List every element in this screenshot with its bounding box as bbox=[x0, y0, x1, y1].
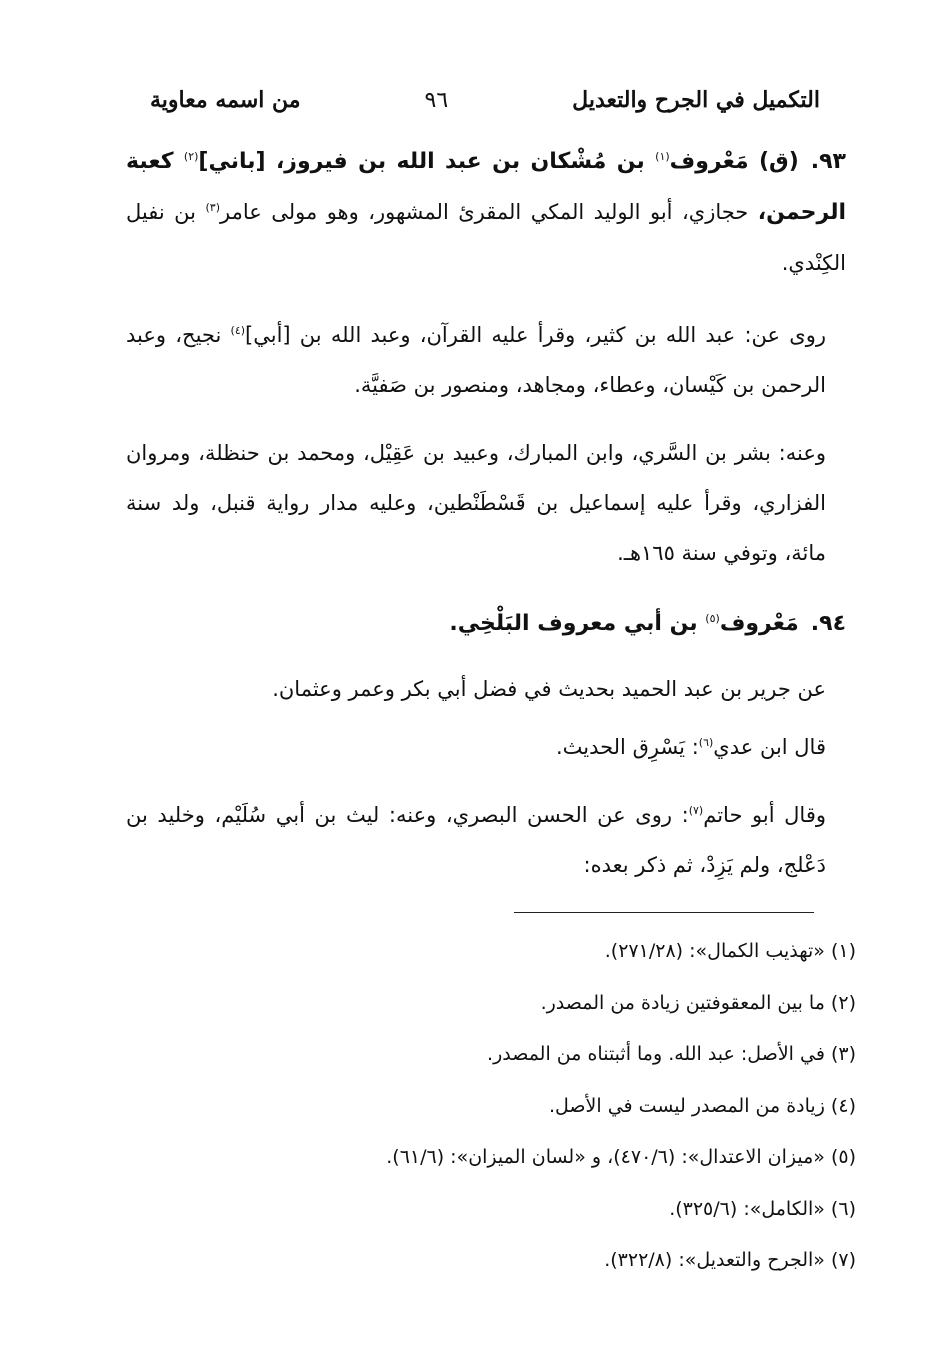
entry-name-rest: بن أبي معروف البَلْخِي. bbox=[449, 611, 706, 636]
entry-name-rest: بن مُشْكان بن عبد الله بن فيروز، [باني] bbox=[198, 149, 656, 174]
footnote-2: (٢) ما بين المعقوفتين زيادة من المصدر. bbox=[540, 991, 856, 1014]
paragraph-text: : روى عن الحسن البصري، وعنه: ليث بن أبي سُلَيْم، وخليد بن دَعْلج، ولم يَزِدْ، ثم ذكر بعده: bbox=[126, 803, 826, 877]
entry-body-tail: بن نفيل الكِنْدي. bbox=[126, 200, 846, 275]
book-title: التكميل في الجرح والتعديل bbox=[572, 87, 820, 113]
footnote-3: (٣) في الأصل: عبد الله. وما أثبتناه من المصدر. bbox=[487, 1043, 856, 1065]
footnote-ref[interactable]: (٢) bbox=[183, 150, 199, 163]
paragraph-text: قال ابن عدي bbox=[713, 735, 826, 759]
entry-name: مَعْروف bbox=[719, 611, 799, 636]
entry-94-paragraph-1 bbox=[126, 664, 846, 714]
entry-94-paragraph-2 bbox=[126, 722, 846, 772]
footnote-ref[interactable]: (٤) bbox=[230, 324, 246, 337]
entry-name: (ق) مَعْروف bbox=[669, 149, 799, 174]
footnote-7: (٧) «الجرح والتعديل»: (٣٢٢/٨). bbox=[604, 1249, 856, 1271]
footnote-4: (٤) زيادة من المصدر ليست في الأصل. bbox=[548, 1094, 856, 1117]
footnote-ref[interactable]: (٦) bbox=[698, 736, 714, 749]
entry-number: ٩٤. bbox=[810, 611, 846, 636]
narrators-to-paragraph bbox=[126, 428, 846, 578]
footnote-5: (٥) «ميزان الاعتدال»: (٤٧٠/٦)، و «لسان الميزان»: (٦١/٦). bbox=[386, 1146, 856, 1168]
narrators-from-paragraph bbox=[126, 310, 846, 410]
paragraph-text: وعنه: بشر بن السَّري، وابن المبارك، وعبيد بن عَقِيْل، ومحمد بن حنظلة، ومروان الفزاري، وقرأ عليه إسماعيل بن قَسْطَنْطين، وعليه مدار رواية قنبل، ولد سنة مائة، وتوفي سنة ١٦٥هـ. bbox=[126, 441, 826, 565]
footnote-ref[interactable]: (١) bbox=[655, 150, 670, 163]
entry-94-heading bbox=[126, 598, 846, 649]
footnote-ref[interactable]: (٧) bbox=[688, 804, 704, 817]
paragraph-text: وقال أبو حاتم bbox=[703, 803, 826, 827]
entry-93-heading bbox=[126, 136, 846, 288]
entry-94-paragraph-3 bbox=[126, 790, 846, 890]
paragraph-text: نجيح، وعبد الرحمن بن كَيْسان، وعطاء، ومجاهد، ومنصور بن صَفيَّة. bbox=[126, 323, 826, 397]
paragraph-text: : يَسْرِق الحديث. bbox=[555, 735, 699, 759]
entry-body: حجازي، أبو الوليد المكي المقرئ المشهور، وهو مولى عامر bbox=[220, 200, 749, 224]
entry-93 bbox=[126, 136, 846, 288]
footnote-ref[interactable]: (٣) bbox=[205, 201, 220, 214]
paragraph-text: عن جرير بن عبد الحميد بحديث في فضل أبي بكر وعمر وعثمان. bbox=[272, 677, 826, 701]
footnote-6: (٦) «الكامل»: (٣٢٥/٦). bbox=[669, 1197, 856, 1220]
page-number: ٩٦ bbox=[424, 87, 449, 113]
footnotes bbox=[136, 926, 856, 1287]
footnote-ref[interactable]: (٥) bbox=[705, 612, 720, 625]
paragraph-text: روى عن: عبد الله بن كثير، وقرأ عليه القرآن، وعبد الله بن [أبي] bbox=[245, 323, 826, 347]
running-header bbox=[150, 80, 820, 120]
entry-number: ٩٣. bbox=[810, 149, 846, 174]
section-title: من اسمه معاوية bbox=[150, 87, 301, 113]
footnote-1: (١) «تهذيب الكمال»: (٢٧١/٢٨). bbox=[604, 940, 856, 962]
footnote-separator bbox=[514, 912, 814, 913]
entry-name-tail: كعبة الرحمن، bbox=[126, 149, 846, 225]
